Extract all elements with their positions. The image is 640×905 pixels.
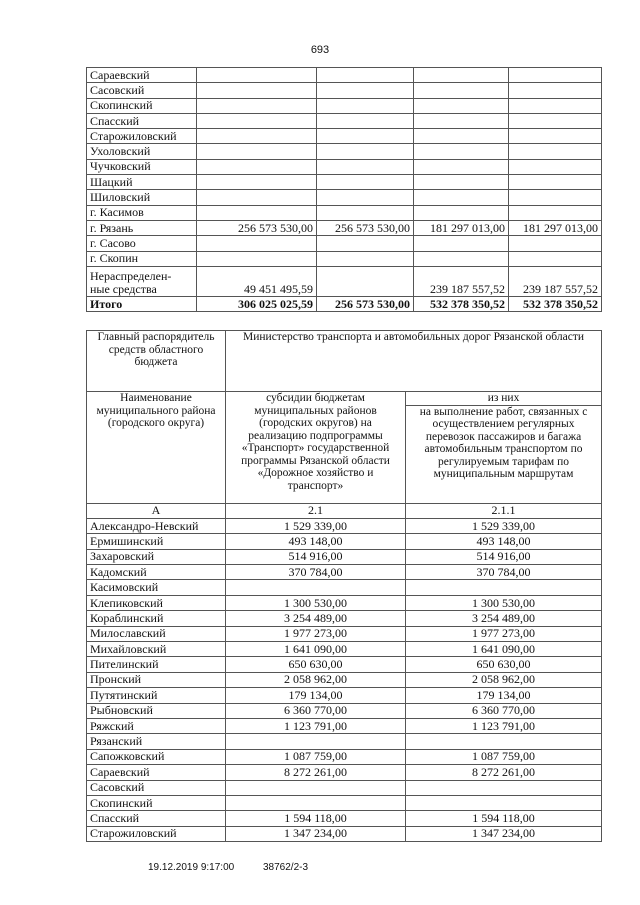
table-row — [87, 205, 602, 220]
transport-subsidy-table — [86, 330, 602, 842]
amount-cell — [197, 251, 317, 266]
table-row — [87, 611, 602, 626]
amount-cell — [414, 175, 509, 190]
district-name: Рыбновский — [87, 703, 226, 718]
amount-cell: 2 058 962,00 — [226, 672, 406, 687]
amount-cell: 2 058 962,00 — [406, 672, 602, 687]
district-name: Скопинский — [87, 98, 197, 113]
district-name: Милославский — [87, 626, 226, 641]
district-name: Кадомский — [87, 565, 226, 580]
amount-cell — [317, 175, 414, 190]
amount-cell: 256 573 530,00 — [197, 220, 317, 235]
amount-cell: 1 123 791,00 — [226, 718, 406, 733]
table-row — [87, 83, 602, 98]
unallocated-row — [87, 266, 602, 296]
footer-doc-id: 38762/2-3 — [262, 862, 309, 873]
district-name: Сапожковский — [87, 749, 226, 764]
amount-cell — [317, 159, 414, 174]
amount-cell — [406, 734, 602, 749]
amount-cell — [317, 190, 414, 205]
table-row — [87, 518, 602, 533]
amount-cell — [197, 129, 317, 144]
amount-cell — [317, 236, 414, 251]
table-row — [87, 220, 602, 235]
amount-cell — [197, 113, 317, 128]
amount-cell — [509, 83, 602, 98]
amount-cell: 514 916,00 — [406, 549, 602, 564]
amount-cell: 650 630,00 — [406, 657, 602, 672]
amount-cell: 1 123 791,00 — [406, 718, 602, 733]
district-name: г. Рязань — [87, 220, 197, 235]
district-name: Старожиловский — [87, 129, 197, 144]
total-amount: 256 573 530,00 — [317, 296, 414, 311]
table-row — [87, 251, 602, 266]
header-row-manager — [87, 331, 602, 392]
table-row — [87, 826, 602, 841]
amount-cell: 370 784,00 — [406, 565, 602, 580]
amount-cell — [197, 83, 317, 98]
amount-cell: 493 148,00 — [226, 534, 406, 549]
amount-cell: 514 916,00 — [226, 549, 406, 564]
district-name: Кораблинский — [87, 611, 226, 626]
table-row — [87, 657, 602, 672]
amount-cell — [317, 205, 414, 220]
amount-cell — [414, 236, 509, 251]
unallocated-label-1: Нераспределен- — [90, 268, 172, 283]
code-row — [87, 503, 602, 518]
amount-cell: 1 087 759,00 — [226, 749, 406, 764]
amount-cell: 1 594 118,00 — [406, 811, 602, 826]
amount-cell — [414, 190, 509, 205]
district-name: Спасский — [87, 113, 197, 128]
amount-cell: 1 087 759,00 — [406, 749, 602, 764]
table-row — [87, 734, 602, 749]
district-name: Шацкий — [87, 175, 197, 190]
amount-cell — [197, 175, 317, 190]
amount-cell: 1 347 234,00 — [226, 826, 406, 841]
amount-cell: 181 297 013,00 — [414, 220, 509, 235]
code-2: 2.1.1 — [406, 503, 602, 518]
amount-cell: 6 360 770,00 — [406, 703, 602, 718]
district-name: Ермишинский — [87, 534, 226, 549]
table-row — [87, 159, 602, 174]
amount-cell: 3 254 489,00 — [406, 611, 602, 626]
amount-cell — [414, 144, 509, 159]
amount-cell — [317, 129, 414, 144]
amount-cell: 256 573 530,00 — [317, 220, 414, 235]
amount-cell — [317, 68, 414, 83]
amount-cell — [509, 251, 602, 266]
amount-cell: 1 594 118,00 — [226, 811, 406, 826]
col-sub-header: на выполнение работ, связанных с осуществлением регулярных перевозок пассажиров и багажа автомобильным транспортом по регулируемым тарифам по муниципальным маршрутам — [406, 405, 602, 503]
district-name: Путятинский — [87, 688, 226, 703]
table-row — [87, 68, 602, 83]
amount-cell: 1 641 090,00 — [406, 642, 602, 657]
amount-cell: 1 529 339,00 — [406, 518, 602, 533]
amount-cell — [509, 159, 602, 174]
table-row — [87, 129, 602, 144]
col-of-which-header: из них — [406, 392, 602, 406]
code-1: 2.1 — [226, 503, 406, 518]
table-row — [87, 765, 602, 780]
district-name: Клепиковский — [87, 595, 226, 610]
amount-cell: 1 300 530,00 — [226, 595, 406, 610]
amount-cell: 1 347 234,00 — [406, 826, 602, 841]
amount-cell — [406, 580, 602, 595]
table-row — [87, 718, 602, 733]
amount-cell — [317, 266, 414, 296]
district-name: Ряжский — [87, 718, 226, 733]
amount-cell — [414, 113, 509, 128]
district-name: Касимовский — [87, 580, 226, 595]
amount-cell: 8 272 261,00 — [226, 765, 406, 780]
amount-cell — [509, 68, 602, 83]
table-row — [87, 236, 602, 251]
district-name: Шиловский — [87, 190, 197, 205]
total-row — [87, 296, 602, 311]
main-manager-value: Министерство транспорта и автомобильных дорог Рязанской области — [226, 331, 602, 392]
amount-cell — [406, 780, 602, 795]
table-row — [87, 703, 602, 718]
table-row — [87, 811, 602, 826]
amount-cell: 1 977 273,00 — [406, 626, 602, 641]
amount-cell — [509, 190, 602, 205]
amount-cell — [509, 98, 602, 113]
amount-cell: 6 360 770,00 — [226, 703, 406, 718]
total-amount: 532 378 350,52 — [509, 296, 602, 311]
district-name: г. Касимов — [87, 205, 197, 220]
total-amount: 532 378 350,52 — [414, 296, 509, 311]
amount-cell: 1 977 273,00 — [226, 626, 406, 641]
table-row — [87, 113, 602, 128]
amount-cell: 1 300 530,00 — [406, 595, 602, 610]
table-row — [87, 642, 602, 657]
district-name: Рязанский — [87, 734, 226, 749]
amount-cell — [414, 98, 509, 113]
district-name: Спасский — [87, 811, 226, 826]
amount-cell — [509, 144, 602, 159]
amount-cell — [414, 68, 509, 83]
table-row — [87, 580, 602, 595]
amount-cell — [197, 68, 317, 83]
unallocated-label — [87, 266, 197, 296]
amount-cell: 179 134,00 — [406, 688, 602, 703]
table-row — [87, 595, 602, 610]
table-row — [87, 144, 602, 159]
amount-cell: 239 187 557,52 — [509, 266, 602, 296]
amount-cell: 1 529 339,00 — [226, 518, 406, 533]
footer — [148, 862, 334, 873]
amount-cell — [226, 580, 406, 595]
amount-cell: 49 451 495,59 — [197, 266, 317, 296]
amount-cell — [509, 113, 602, 128]
table-row — [87, 749, 602, 764]
total-amount: 306 025 025,59 — [197, 296, 317, 311]
amount-cell — [317, 144, 414, 159]
amount-cell — [226, 780, 406, 795]
amount-cell — [197, 98, 317, 113]
district-name: Сараевский — [87, 765, 226, 780]
district-name: Пронский — [87, 672, 226, 687]
amount-cell — [414, 129, 509, 144]
amount-cell — [197, 236, 317, 251]
footer-timestamp: 19.12.2019 9:17:00 — [148, 862, 235, 873]
amount-cell — [509, 129, 602, 144]
amount-cell — [226, 795, 406, 810]
table-row — [87, 688, 602, 703]
amount-cell: 179 134,00 — [226, 688, 406, 703]
district-name: Скопинский — [87, 795, 226, 810]
amount-cell: 493 148,00 — [406, 534, 602, 549]
table-row — [87, 672, 602, 687]
amount-cell: 239 187 557,52 — [414, 266, 509, 296]
district-name: Пителинский — [87, 657, 226, 672]
unallocated-label-2: ные средства — [90, 281, 157, 296]
header-row-columns — [87, 392, 602, 406]
table-row — [87, 780, 602, 795]
amount-cell — [317, 113, 414, 128]
amount-cell — [509, 236, 602, 251]
page-number: 693 — [310, 44, 330, 56]
code-a: А — [87, 503, 226, 518]
amount-cell — [197, 190, 317, 205]
district-name: Старожиловский — [87, 826, 226, 841]
amount-cell — [317, 98, 414, 113]
amount-cell — [317, 83, 414, 98]
district-name: Захаровский — [87, 549, 226, 564]
district-name: Сасовский — [87, 83, 197, 98]
amount-cell — [197, 159, 317, 174]
amount-cell: 3 254 489,00 — [226, 611, 406, 626]
amount-cell: 650 630,00 — [226, 657, 406, 672]
amount-cell — [414, 159, 509, 174]
main-manager-label: Главный распорядитель средств областного бюджета — [87, 331, 226, 392]
district-label: Наименование муниципального района (городского округа) — [87, 392, 226, 504]
table-row — [87, 534, 602, 549]
amount-cell — [406, 795, 602, 810]
district-name: Михайловский — [87, 642, 226, 657]
total-label: Итого — [87, 296, 197, 311]
district-name: Чучковский — [87, 159, 197, 174]
table-row — [87, 98, 602, 113]
amount-cell — [414, 205, 509, 220]
amount-cell — [509, 175, 602, 190]
allocation-table-top — [86, 67, 602, 312]
district-name: Александро-Невский — [87, 518, 226, 533]
table-row — [87, 565, 602, 580]
amount-cell — [509, 205, 602, 220]
col-subsidy-header: субсидии бюджетам муниципальных районов (городских округов) на реализацию подпрограммы «Транспорт» государственной программы Рязанской области «Дорожное хозяйство и транспорт» — [226, 392, 406, 504]
amount-cell — [197, 144, 317, 159]
amount-cell: 370 784,00 — [226, 565, 406, 580]
table-row — [87, 795, 602, 810]
amount-cell — [414, 83, 509, 98]
district-name: Сараевский — [87, 68, 197, 83]
district-name: г. Скопин — [87, 251, 197, 266]
amount-cell: 8 272 261,00 — [406, 765, 602, 780]
table-row — [87, 175, 602, 190]
amount-cell — [414, 251, 509, 266]
amount-cell: 181 297 013,00 — [509, 220, 602, 235]
amount-cell: 1 641 090,00 — [226, 642, 406, 657]
amount-cell — [226, 734, 406, 749]
district-name: г. Сасово — [87, 236, 197, 251]
district-name: Ухоловский — [87, 144, 197, 159]
table-row — [87, 626, 602, 641]
table-row — [87, 190, 602, 205]
table-row — [87, 549, 602, 564]
amount-cell — [197, 205, 317, 220]
district-name: Сасовский — [87, 780, 226, 795]
amount-cell — [317, 251, 414, 266]
